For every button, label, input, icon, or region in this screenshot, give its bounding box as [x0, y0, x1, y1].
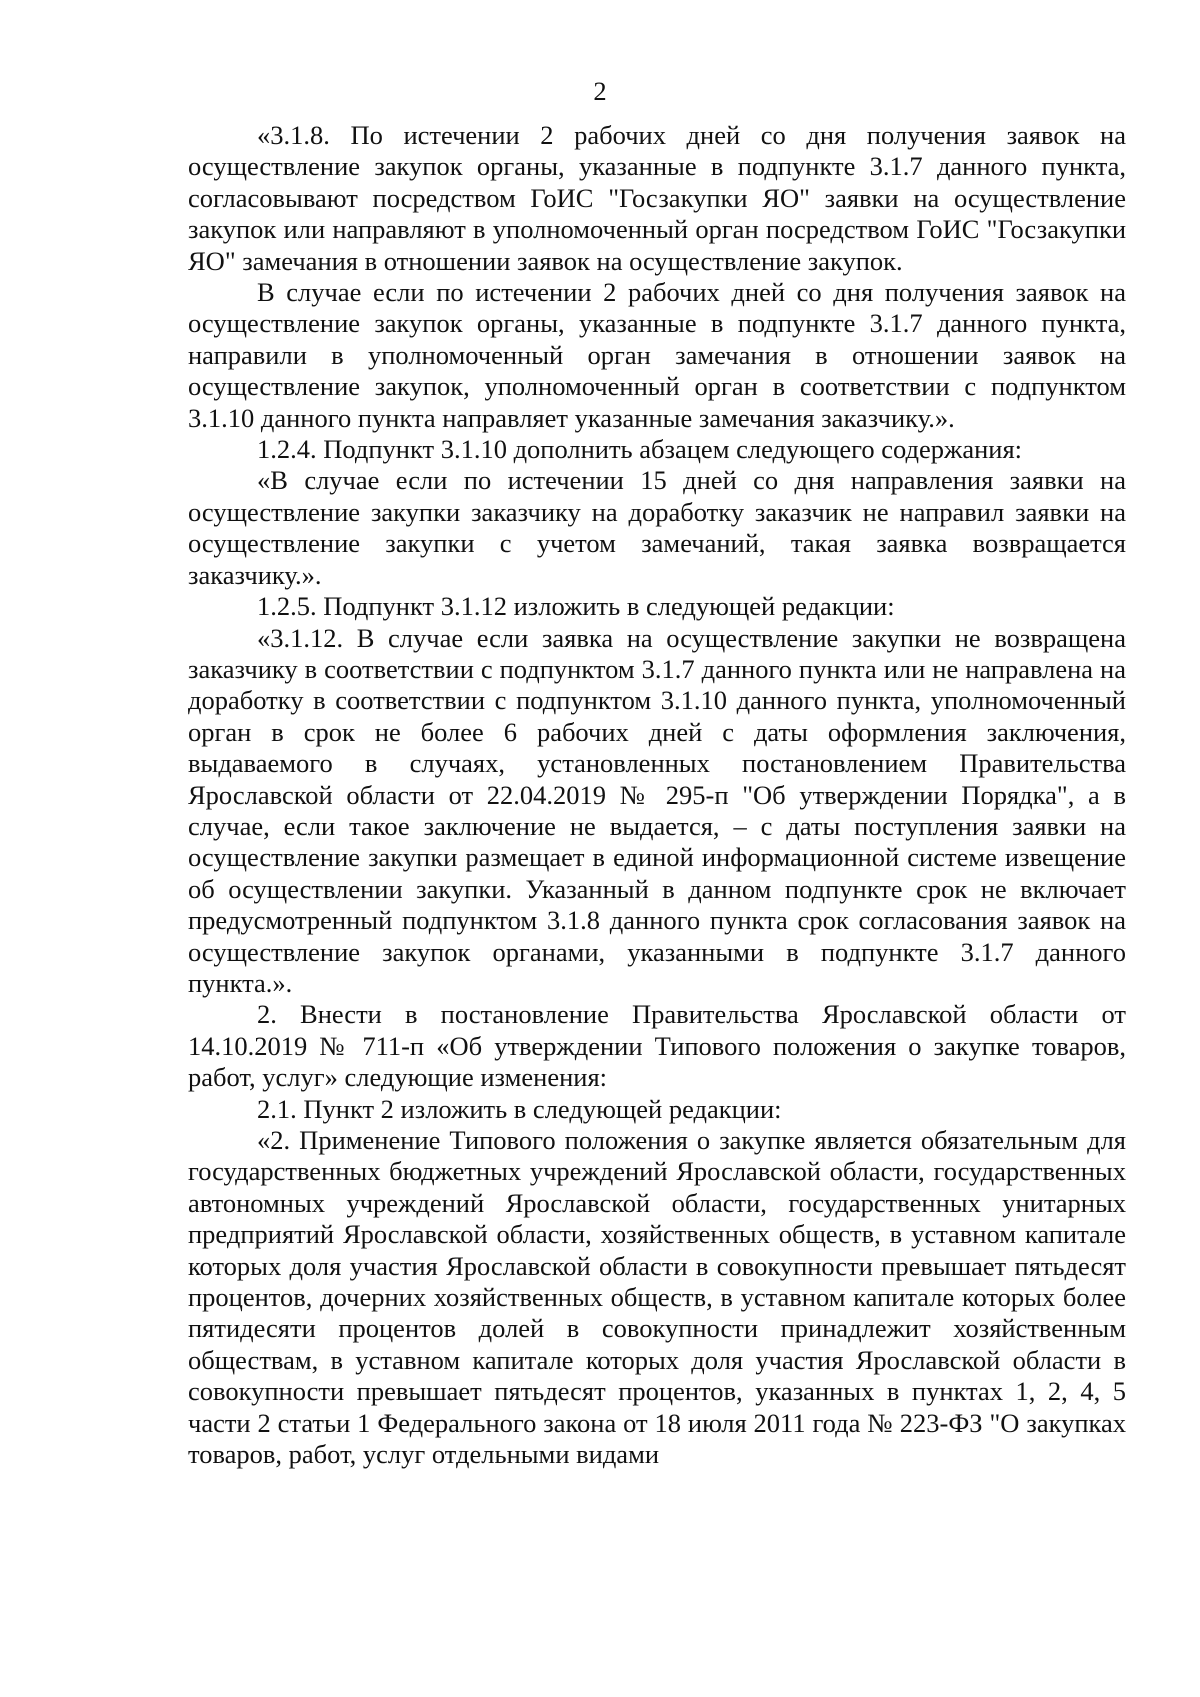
paragraph-3-1-12: «3.1.12. В случае если заявка на осуществление закупки не возвращена заказчику в соответствии с подпунктом 3.1.7 данного пункта или не направлена на доработку в соответствии с подпунктом 3.1.10 данного пункта, уполномоченный орган в срок не более 6 рабочих дней с даты оформления заключения, выдаваемого в случаях, установленных постановлением Правительства Ярославской области от 22.04.2019 № 295-п "Об утверждении Порядка", а в случае, если такое заключение не выдается, – с даты поступления заявки на осуществление закупки размещает в единой информационной системе извещение об осуществлении закупки. Указанный в данном подпункте срок не включает предусмотренный подпунктом 3.1.8 данного пункта срок согласования заявок на осуществление закупок органами, указанными в подпункте 3.1.7 данного пункта.».: [188, 622, 1126, 998]
paragraph-1-2-5: 1.2.5. Подпункт 3.1.12 изложить в следующей редакции:: [257, 591, 895, 622]
paragraph-15-days-return: «В случае если по истечении 15 дней со дня направления заявки на осуществление закупки заказчику на доработку заказчик не направил заявки на осуществление закупки с учетом замечаний, такая заявка возвращается заказчику.».: [188, 465, 1126, 590]
paragraph-2-1: 2.1. Пункт 2 изложить в следующей редакции:: [257, 1093, 782, 1124]
paragraph-1-2-4: 1.2.4. Подпункт 3.1.10 дополнить абзацем следующего содержания:: [257, 434, 1022, 465]
page-number: 2: [593, 76, 607, 106]
document-body: [188, 120, 1126, 1470]
paragraph-3-1-8: «3.1.8. По истечении 2 рабочих дней со дня получения заявок на осуществление закупок органы, указанные в подпункте 3.1.7 данного пункта, согласовывают посредством ГоИС "Госзакупки ЯО" заявки на осуществление закупок или направляют в уполномоченный орган посредством ГоИС "Госзакупки ЯО" замечания в отношении заявок на осуществление закупок.: [188, 120, 1126, 276]
paragraph-2-amend-711p: 2. Внести в постановление Правительства Ярославской области от 14.10.2019 № 711-п «Об утверждении Типового положения о закупке товаров, работ, услуг» следующие изменения:: [188, 999, 1126, 1093]
paragraph-2-application: «2. Применение Типового положения о закупке является обязательным для государственных бюджетных учреждений Ярославской области, государственных автономных учреждений Ярославской области, государственных унитарных предприятий Ярославской области, хозяйственных обществ, в уставном капитале которых доля участия Ярославской области в совокупности превышает пятьдесят процентов, дочерних хозяйственных обществ, в уставном капитале которых более пятидесяти процентов долей в совокупности принадлежит хозяйственным обществам, в уставном капитале которых доля участия Ярославской области в совокупности превышает пятьдесят процентов, указанных в пунктах 1, 2, 4, 5 части 2 статьи 1 Федерального закона от 18 июля 2011 года № 223-ФЗ "О закупках товаров, работ, услуг отдельными видами: [188, 1125, 1126, 1470]
paragraph-remarks-case: В случае если по истечении 2 рабочих дней со дня получения заявок на осуществление закупок органы, указанные в подпункте 3.1.7 данного пункта, направили в уполномоченный орган замечания в отношении заявок на осуществление закупок, уполномоченный орган в соответствии с подпунктом 3.1.10 данного пункта направляет указанные замечания заказчику.».: [188, 277, 1126, 433]
